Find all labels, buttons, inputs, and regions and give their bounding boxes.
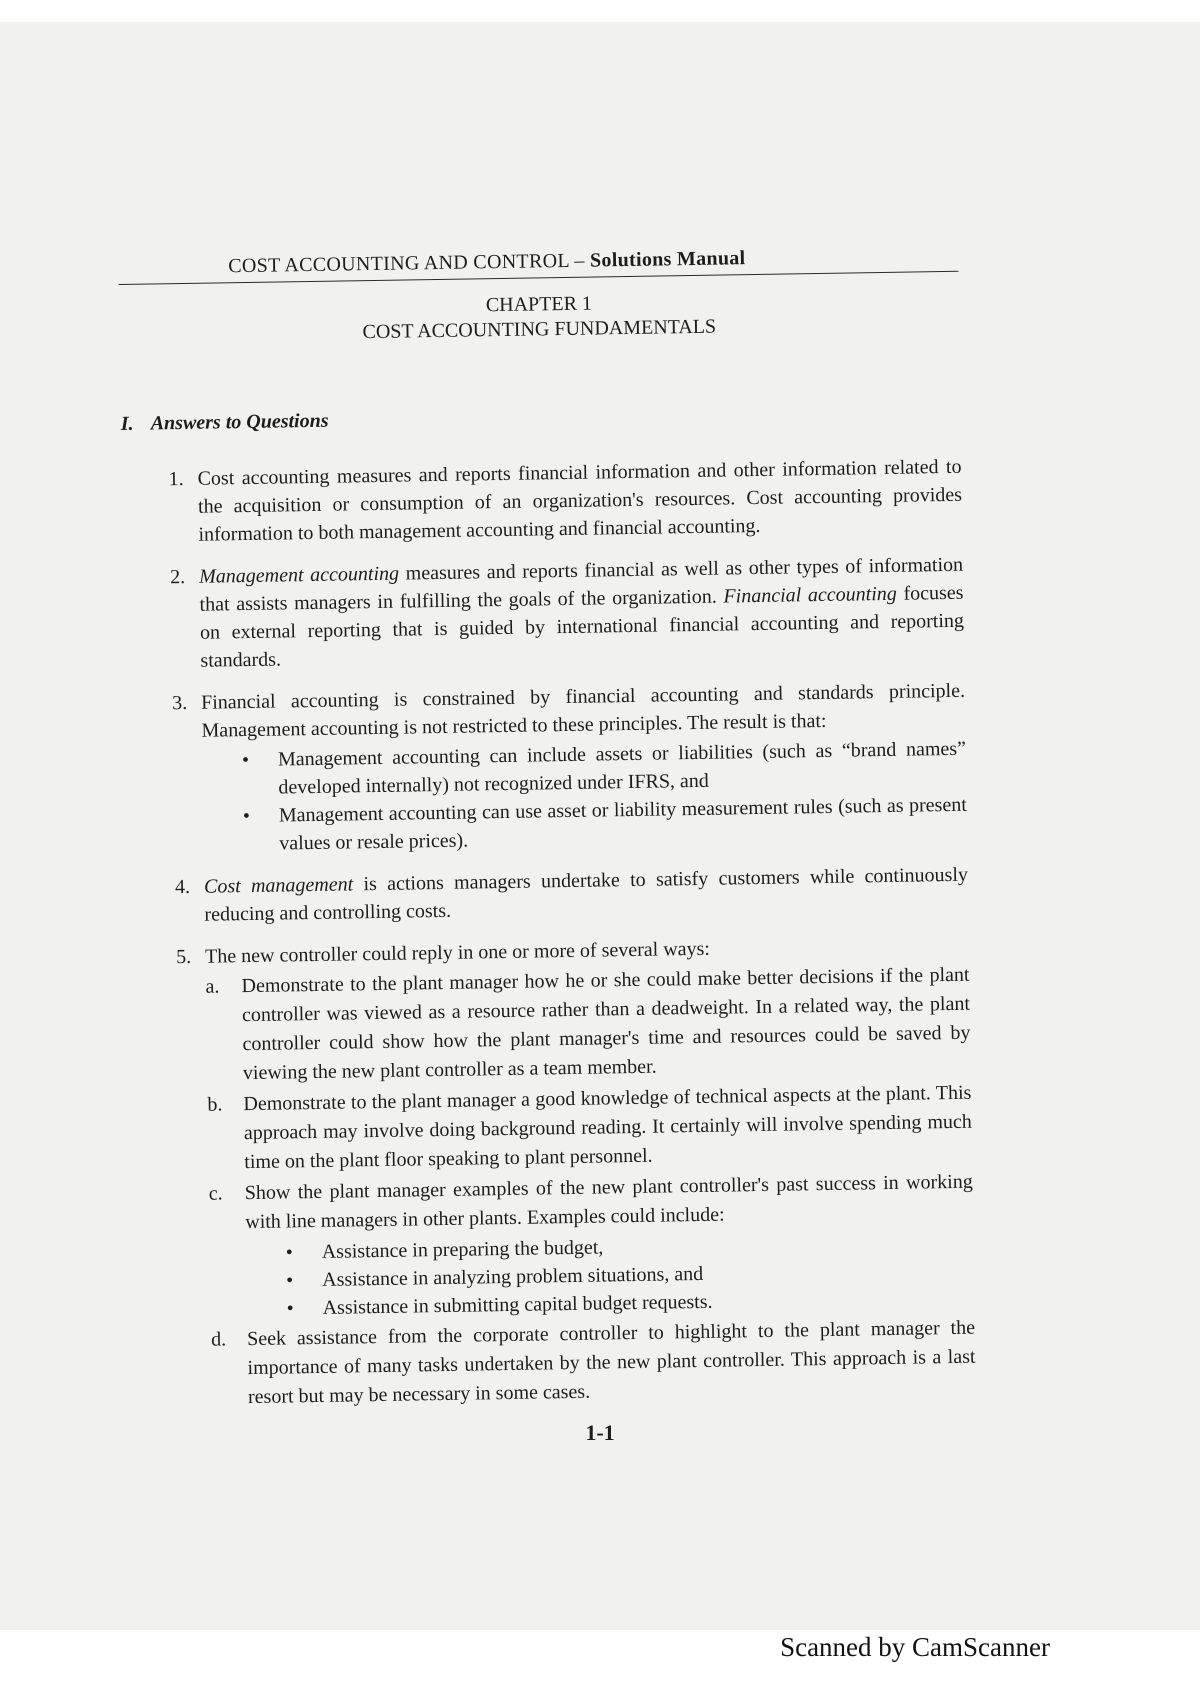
answer-text [199,551,965,675]
term-management-accounting: Management accounting [198,562,400,588]
answer-5 [155,931,976,1414]
bullet-text: Assistance in submitting capital budget requests. [322,1290,713,1319]
bullet-icon: • [241,749,250,772]
answer-3 [151,677,968,860]
term-financial-accounting: Financial accounting [723,582,897,608]
section-title: Answers to Questions [150,409,329,435]
answer-text: Cost accounting measures and reports financial information and other information related to the acquisition or consumption of an organization's resources. Cost accounting provides information to both management accounting and financial accounting. [197,455,963,546]
bullet-text: Assistance in analyzing problem situations, and [322,1262,704,1291]
header-title [228,247,746,278]
chapter-heading [119,286,960,349]
sub-item-text [245,1168,975,1323]
answer-2 [149,551,965,676]
bullet-text: Management accounting can include assets or liabilities (such as “brand names” developed internally) not recognized under IFRS, and [277,737,967,799]
scanner-watermark: Scanned by CamScanner [780,1632,1050,1662]
sub-item-c [209,1168,975,1324]
answer-number: 5. [175,945,192,969]
answer-text [204,861,969,929]
sub-item-label: a. [205,975,220,998]
answer-number: 1. [168,467,184,491]
answer-number: 4. [174,875,191,899]
sub-item-label: c. [208,1182,223,1205]
page-number: 1-1 [585,1420,615,1445]
answer-text-part: The new controller could reply in one or more of several ways: [204,937,711,968]
bullet-icon: • [286,1297,294,1320]
chapter-title: COST ACCOUNTING FUNDAMENTALS [362,315,717,344]
answer-text-part: is actions managers undertake to satisfy customers while continuously reducing and controlling costs. [204,863,969,926]
bullet-text: Assistance in preparing the budget, [321,1236,604,1263]
sub-item-text: Demonstrate to the plant manager how he or she could make better decisions if the plant controller was viewed as a resource rather than a deadweight. In a related way, the plant controller could show how the plant manager's time and resources could be saved by viewing the new plant controller as a team member. [241,963,971,1085]
term-cost-management: Cost management [203,873,354,898]
bullet-text: Management accounting can use asset or liability measurement rules (such as present values or resale prices). [278,793,967,855]
answer-text-part: focuses on external reporting that is guided by international financial accounting and reporting standards. [199,581,965,672]
sub-item-a [205,961,971,1089]
bullet-icon: • [285,1241,293,1264]
sub-item-label: b. [207,1093,223,1116]
answer-text-part: measures and reports financial as well as other types of information that assists managers in fulfilling the goals of the organization. [199,553,964,616]
answer-number: 3. [171,691,188,715]
list-item [243,791,968,858]
answer-text [201,677,968,859]
answer-text-part: Financial accounting is constrained by financial accounting and standards principle. Management accounting is not restricted to these principles. The result is that: [200,679,966,742]
chapter-number: CHAPTER 1 [485,292,593,317]
sub-item-b [207,1079,972,1178]
answer-text [205,931,976,1413]
section-number: I. [120,412,134,435]
sub-item-text: Demonstrate to the plant manager a good knowledge of technical aspects at the plant. This approach may involve doing background reading. It certainly will involve spending much time on the plant floor speaking to plant personnel. [243,1081,972,1174]
answer-number: 2. [169,565,186,589]
answer-4 [154,861,969,930]
document-body [118,237,976,1414]
header-title-main: COST ACCOUNTING AND CONTROL – [228,249,591,278]
sub-item-text-part: Show the plant manager examples of the new plant controller's past success in working with line managers in other plants. Examples could include: [244,1170,973,1234]
header-title-bold: Solutions Manual [589,247,746,272]
sub-item-text: Seek assistance from the corporate controller to highlight to the plant manager the importance of many tasks undertaken by the new plant controller. This approach is a last resort but may be necessary in some cases. [246,1316,976,1409]
sub-item-label: d. [210,1328,227,1351]
bullet-icon: • [242,804,251,828]
bullet-list [202,735,968,859]
answer-1 [147,453,962,550]
sub-item-d [211,1314,976,1413]
bullet-list [246,1228,975,1323]
section-heading [121,400,961,436]
bullet-icon: • [286,1269,294,1292]
